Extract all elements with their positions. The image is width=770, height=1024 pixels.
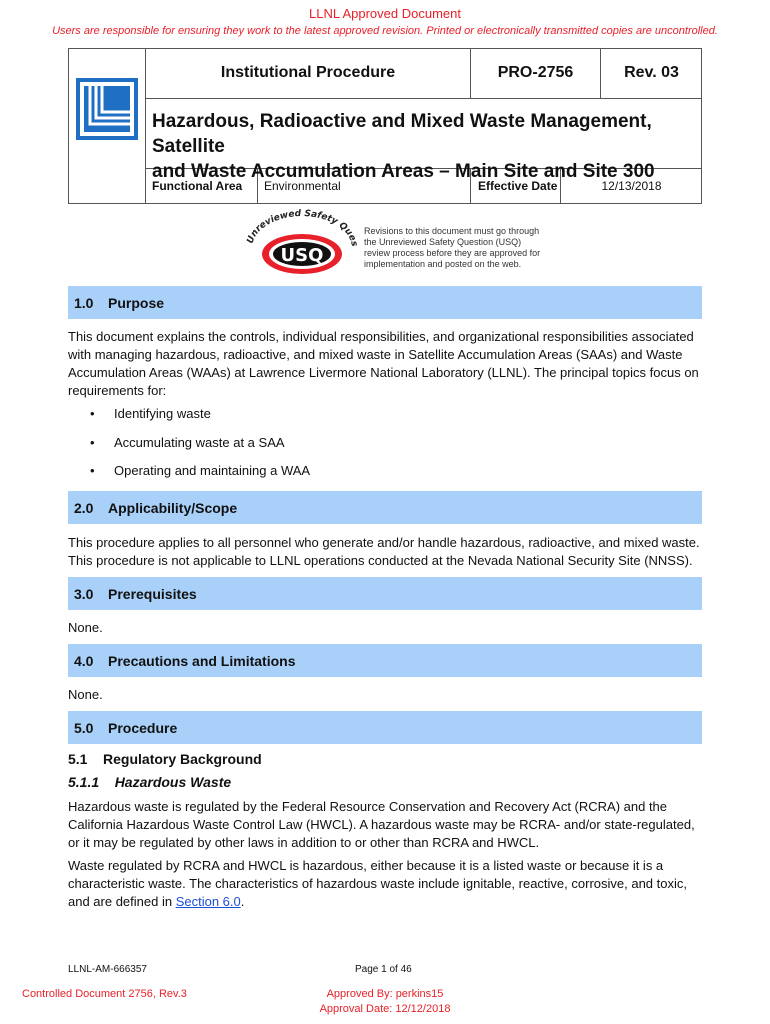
section-number: 5.0 <box>74 719 94 736</box>
revision: Rev. 03 <box>624 64 679 81</box>
purpose-bullet: • Identifying waste <box>90 406 211 421</box>
section-prerequisites-heading <box>68 577 702 610</box>
document-title-line2: and Waste Accumulation Areas – Main Site and Site 300 <box>152 161 655 182</box>
footer-approved-by: Approved By: perkins15 <box>326 988 444 1000</box>
section-precautions-heading <box>68 644 702 677</box>
footer-page-number: Page 1 of 46 <box>355 964 412 975</box>
section-procedure-heading <box>68 711 702 744</box>
usq-stamp-graphic <box>244 208 360 278</box>
effective-date-value: 12/13/2018 <box>601 179 662 193</box>
effective-date-label: Effective Date <box>478 179 558 193</box>
section-title: Applicability/Scope <box>108 499 238 516</box>
hazardous-waste-paragraph-2: Waste regulated by RCRA and HWCL is hazardous, either because it is a listed waste or because it is a characteristic waste. The characteristics of hazardous waste include ignitable, reactive, corrosive, and toxic, and are defined in Section 6.0. <box>68 858 687 909</box>
scope-paragraph: This procedure applies to all personnel who generate and/or handle hazardous, radioactive, and mixed waste. This procedure is not applicable to LLNL operations conducted at the Nevada National Security Site (NNSS). <box>68 535 700 568</box>
functional-area-label: Functional Area <box>152 179 243 193</box>
document-header-table <box>68 48 702 204</box>
purpose-bullet: • Operating and maintaining a WAA <box>90 463 311 478</box>
footer-doc-number: LLNL-AM-666357 <box>68 964 147 975</box>
document-title-line1: Hazardous, Radioactive and Mixed Waste Management, Satellite <box>152 111 652 157</box>
section-6-link[interactable]: Section 6.0 <box>175 894 241 909</box>
usq-note-line: review process before they are approved for <box>364 248 541 258</box>
procedure-id: PRO-2756 <box>497 64 574 81</box>
section-title: Prerequisites <box>108 585 197 602</box>
section-number: 3.0 <box>74 585 94 602</box>
uncontrolled-copy-notice: Users are responsible for ensuring they work to the latest approved revision. Printed or electronically transmitted copies are uncontrolled. <box>52 25 718 37</box>
section-title: Purpose <box>108 294 165 311</box>
usq-note <box>364 226 564 270</box>
section-title: Procedure <box>108 719 178 736</box>
section-number: 2.0 <box>74 499 94 516</box>
usq-stamp <box>244 208 360 278</box>
usq-note-line: implementation and posted on the web. <box>364 259 522 269</box>
purpose-bullet: • Accumulating waste at a SAA <box>90 435 285 450</box>
subsection-hazardous-waste: 5.1.1 Hazardous Waste <box>68 774 232 790</box>
usq-note-line: the Unreviewed Safety Question (USQ) <box>364 237 522 247</box>
usq-note-line: Revisions to this document must go through <box>364 226 540 236</box>
section-number: 4.0 <box>74 652 94 669</box>
procedure-type: Institutional Procedure <box>220 64 396 81</box>
section-scope-heading <box>68 491 702 524</box>
subsection-regulatory-background: 5.1 Regulatory Background <box>68 751 262 767</box>
section-title: Precautions and Limitations <box>108 652 296 669</box>
footer-controlled-document: Controlled Document 2756, Rev.3 <box>22 988 187 1000</box>
functional-area-value: Environmental <box>264 179 341 193</box>
section-number: 1.0 <box>74 294 94 311</box>
llnl-logo-icon <box>76 78 138 140</box>
purpose-paragraph: This document explains the controls, individual responsibilities, and organizational responsibilities associated with managing hazardous, radioactive, and mixed waste in Satellite Accumulation Areas (SAAs) and Waste Accumulation Areas (WAAs) at Lawrence Livermore National Laboratory (LLNL). The principal topics focus on requirements for: <box>68 329 699 398</box>
usq-badge-text: USQ <box>280 245 324 266</box>
hazardous-waste-paragraph-1: Hazardous waste is regulated by the Federal Resource Conservation and Recovery Act (RCRA) and the California Hazardous Waste Control Law (HWCL). A hazardous waste may be RCRA- and/or state-regulated, or it may be regulated by other laws in addition to or other than RCRA and HWCL. <box>68 799 695 850</box>
document-title <box>146 98 702 182</box>
llnl-logo <box>76 78 138 140</box>
approved-document-banner: LLNL Approved Document <box>308 6 461 21</box>
footer-approval-date: Approval Date: 12/12/2018 <box>319 1003 451 1015</box>
prerequisites-text: None. <box>68 620 103 635</box>
precautions-text: None. <box>68 687 103 702</box>
usq-arc-text: Unreviewed Safety Ques <box>245 208 360 248</box>
section-purpose-heading <box>68 286 702 319</box>
